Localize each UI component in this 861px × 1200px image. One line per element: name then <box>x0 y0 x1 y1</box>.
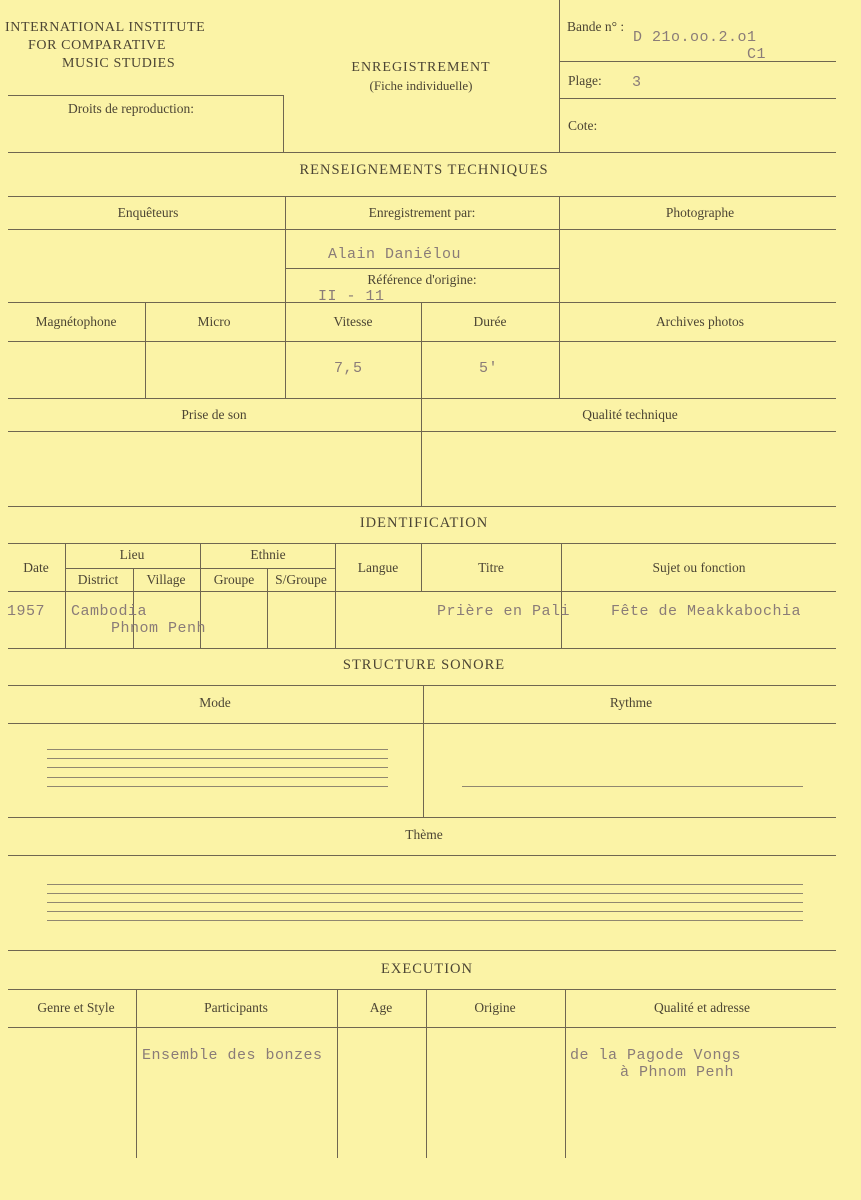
rule <box>559 61 836 62</box>
tape-number-value: D 21o.oo.2.o1 <box>633 29 757 46</box>
theme-label: Thème <box>405 827 443 842</box>
rule <box>423 685 424 817</box>
investigators-label: Enquêteurs <box>117 205 179 220</box>
recorder-label: Magnétophone <box>35 314 117 329</box>
origin-label: Origine <box>474 1000 516 1015</box>
rule <box>8 817 836 818</box>
rule <box>65 543 66 648</box>
group-label: Groupe <box>213 572 255 587</box>
rule <box>8 543 836 544</box>
age-label: Age <box>369 1000 393 1015</box>
origin-reference-label: Référence d'origine: <box>367 272 477 287</box>
rule <box>8 591 836 592</box>
subject-label: Sujet ou fonction <box>652 560 746 575</box>
form-title: ENREGISTREMENT <box>351 60 491 75</box>
rule <box>8 341 836 342</box>
tape-number-value-2: C1 <box>747 46 767 63</box>
execution-section-title: EXECUTION <box>381 961 473 977</box>
micro-label: Micro <box>197 314 231 329</box>
photographer-label: Photographe <box>665 205 735 220</box>
genre-style-label: Genre et Style <box>37 1000 115 1015</box>
rhythm-line <box>462 786 803 787</box>
speed-value: 7,5 <box>334 360 363 377</box>
rule <box>565 989 566 1158</box>
staff-line <box>47 777 388 778</box>
origin-reference-value: II - 11 <box>318 288 385 305</box>
staff-line <box>47 767 388 768</box>
rule <box>8 95 283 96</box>
participants-label: Participants <box>204 1000 268 1015</box>
rule <box>8 152 836 153</box>
structure-section-title: STRUCTURE SONORE <box>342 657 506 673</box>
rule <box>8 506 836 507</box>
rule <box>8 1027 836 1028</box>
duration-value: 5' <box>479 360 499 377</box>
subject-value: Fête de Meakkabochia <box>611 603 802 620</box>
rule <box>8 196 836 197</box>
title-value: Prière en Pali <box>437 603 571 620</box>
rule <box>8 685 836 686</box>
rule <box>283 95 284 152</box>
rule <box>8 431 836 432</box>
quality-address-value-1: de la Pagode Vongs <box>570 1047 742 1064</box>
rule <box>8 950 836 951</box>
rule <box>8 855 836 856</box>
recorded-by-label: Enregistrement par: <box>368 205 476 220</box>
rule <box>8 229 836 230</box>
rule <box>8 723 836 724</box>
staff-line <box>47 749 388 750</box>
title-label: Titre <box>478 560 504 575</box>
tape-number-label: Bande n° : <box>567 19 625 34</box>
rule <box>421 543 422 591</box>
staff-line <box>47 893 803 894</box>
rule <box>8 398 836 399</box>
rule <box>426 989 427 1158</box>
district-value: Cambodia <box>71 603 148 620</box>
recorded-by-value: Alain Daniélou <box>328 246 462 263</box>
track-label: Plage: <box>568 73 602 88</box>
rule <box>559 98 836 99</box>
place-label: Lieu <box>119 547 145 562</box>
rule <box>267 568 268 648</box>
staff-line <box>47 920 803 921</box>
subgroup-label: S/Groupe <box>275 572 327 587</box>
date-label: Date <box>23 560 49 575</box>
district-label: District <box>77 572 119 587</box>
technical-quality-label: Qualité technique <box>582 407 678 422</box>
photo-archives-label: Archives photos <box>655 314 745 329</box>
date-value: 1957 <box>7 603 46 620</box>
rule <box>8 648 836 649</box>
village-label: Village <box>146 572 186 587</box>
speed-label: Vitesse <box>333 314 373 329</box>
participants-value: Ensemble des bonzes <box>142 1047 323 1064</box>
staff-line <box>47 902 803 903</box>
rule <box>285 196 286 398</box>
quality-address-value-2: à Phnom Penh <box>620 1064 735 1081</box>
sound-take-label: Prise de son <box>181 407 247 422</box>
rule <box>8 302 836 303</box>
rule <box>136 989 137 1158</box>
staff-line <box>47 884 803 885</box>
rhythm-label: Rythme <box>609 695 653 710</box>
rights-label: Droits de reproduction: <box>68 101 194 116</box>
rule <box>65 568 335 569</box>
institute-name-line-2: FOR COMPARATIVE <box>28 38 167 53</box>
staff-line <box>47 911 803 912</box>
rule <box>335 543 336 648</box>
rule <box>561 543 562 648</box>
duration-label: Durée <box>473 314 507 329</box>
track-value: 3 <box>632 74 642 91</box>
form-subtitle: (Fiche individuelle) <box>369 78 473 93</box>
institute-name-line-1: INTERNATIONAL INSTITUTE <box>5 20 206 35</box>
rule <box>559 0 560 152</box>
language-label: Langue <box>357 560 399 575</box>
rule <box>421 302 422 398</box>
staff-line <box>47 758 388 759</box>
village-value: Phnom Penh <box>111 620 207 637</box>
rule <box>559 196 560 398</box>
quality-address-label: Qualité et adresse <box>654 1000 750 1015</box>
rule <box>337 989 338 1158</box>
rule <box>421 398 422 506</box>
identification-section-title: IDENTIFICATION <box>359 515 489 531</box>
institute-name-line-3: MUSIC STUDIES <box>62 56 176 71</box>
staff-line <box>47 786 388 787</box>
rule <box>8 989 836 990</box>
rule <box>285 268 559 269</box>
cote-label: Cote: <box>568 118 598 133</box>
mode-label: Mode <box>199 695 231 710</box>
ethnic-label: Ethnie <box>250 547 286 562</box>
rule <box>145 302 146 398</box>
technical-section-title: RENSEIGNEMENTS TECHNIQUES <box>299 162 549 178</box>
